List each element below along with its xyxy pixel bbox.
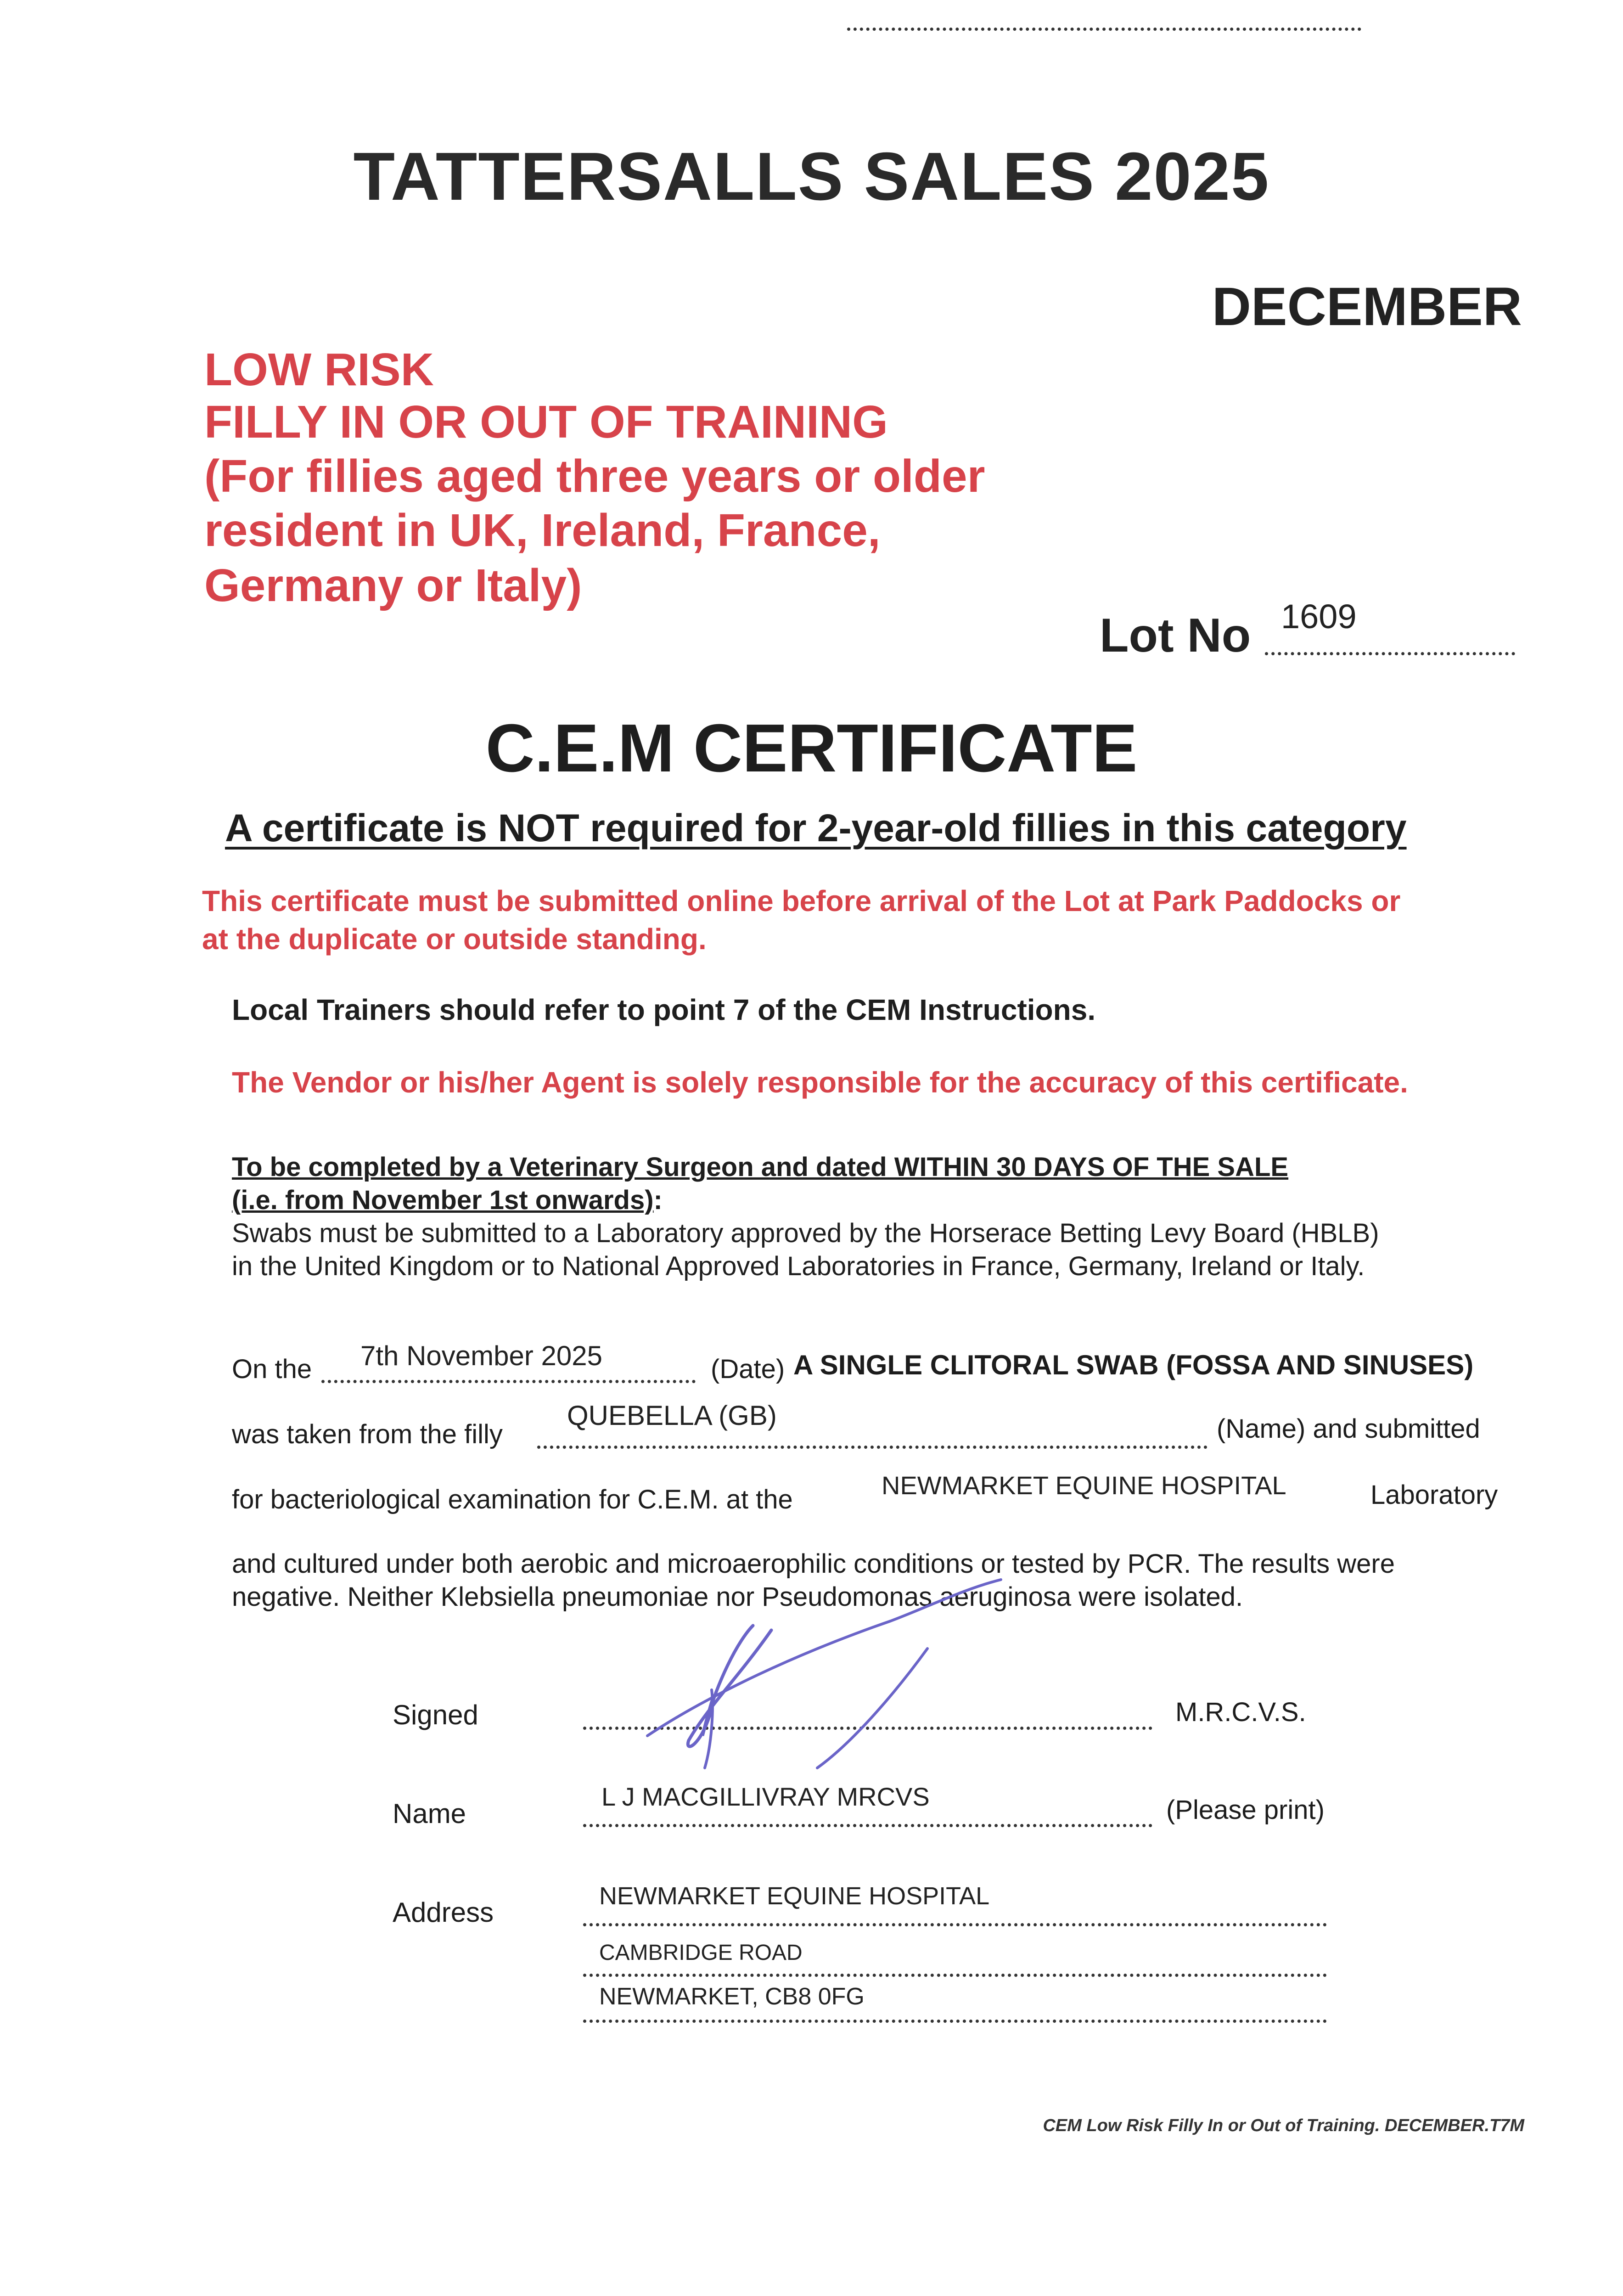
address-line-1: NEWMARKET EQUINE HOSPITAL	[599, 1882, 990, 1910]
category-line: resident in UK, Ireland, France,	[204, 505, 881, 556]
footer-reference: CEM Low Risk Filly In or Out of Training. DECEMBER.T7M	[1043, 2116, 1524, 2135]
instructions-body-cont: in the United Kingdom or to National Approved Laboratories in France, Germany, Ireland or Italy.	[232, 1251, 1365, 1281]
vendor-responsibility-notice: The Vendor or his/her Agent is solely responsible for the accuracy of this certificate.	[232, 1066, 1408, 1099]
category-line: Germany or Italy)	[204, 560, 582, 611]
laboratory-label: Laboratory	[1370, 1480, 1498, 1510]
printed-name-value: L J MACGILLIVRAY MRCVS	[601, 1782, 930, 1811]
swab-description: A SINGLE CLITORAL SWAB (FOSSA AND SINUSES)	[793, 1350, 1474, 1380]
printed-name-suffix: (Please print)	[1166, 1795, 1325, 1825]
date-value: 7th November 2025	[360, 1340, 602, 1371]
certificate-title: C.E.M CERTIFICATE	[485, 710, 1138, 786]
category-line: (For fillies aged three years or older	[204, 450, 985, 502]
date-label: (Date)	[711, 1354, 785, 1384]
local-trainers-notice: Local Trainers should refer to point 7 of the CEM Instructions.	[232, 993, 1096, 1026]
instructions-colon: :	[653, 1185, 663, 1215]
instructions-body: Swabs must be submitted to a Laboratory approved by the Horserace Betting Levy Board (HBLB)	[232, 1218, 1379, 1248]
signed-label: Signed	[393, 1699, 478, 1730]
exam-label: for bacteriological examination for C.E.M. at the	[232, 1485, 793, 1514]
page-title: TATTERSALLS SALES 2025	[353, 139, 1270, 214]
sale-month: DECEMBER	[1212, 276, 1522, 337]
taken-from-label: was taken from the filly	[232, 1419, 503, 1449]
laboratory-value: NEWMARKET EQUINE HOSPITAL	[882, 1471, 1286, 1500]
laboratory-field[interactable]	[847, 0, 1361, 31]
submit-online-notice: This certificate must be submitted online before arrival of the Lot at Park Paddocks or	[202, 884, 1401, 917]
instructions-heading: To be completed by a Veterinary Surgeon and dated WITHIN 30 DAYS OF THE SALE	[232, 1152, 1289, 1182]
address-line-2: CAMBRIDGE ROAD	[599, 1941, 803, 1965]
certificate-subtitle: A certificate is NOT required for 2-year-old fillies in this category	[225, 806, 1407, 850]
submit-online-notice-cont: at the duplicate or outside standing.	[202, 923, 707, 956]
signed-suffix: M.R.C.V.S.	[1175, 1697, 1306, 1727]
instructions-heading-cont	[232, 1185, 663, 1216]
handwritten-signature	[634, 1570, 1047, 1809]
category-line: LOW RISK	[204, 344, 434, 395]
on-the-label: On the	[232, 1354, 312, 1384]
category-line: FILLY IN OR OUT OF TRAINING	[204, 396, 888, 448]
address-label: Address	[393, 1897, 494, 1928]
filly-name-label: (Name) and submitted	[1217, 1414, 1480, 1444]
lot-number-value: 1609	[1281, 597, 1357, 636]
printed-name-label: Name	[393, 1798, 466, 1829]
address-line-3: NEWMARKET, CB8 0FG	[599, 1983, 865, 2010]
results-text-cont: negative. Neither Klebsiella pneumoniae nor Pseudomonas aeruginosa were isolated.	[232, 1582, 1243, 1612]
instructions-date-range: (i.e. from November 1st onwards)	[232, 1185, 654, 1215]
results-text: and cultured under both aerobic and microaerophilic conditions or tested by PCR. The results were	[232, 1549, 1395, 1579]
lot-label: Lot No	[1100, 609, 1251, 662]
filly-name-value: QUEBELLA (GB)	[567, 1400, 777, 1431]
